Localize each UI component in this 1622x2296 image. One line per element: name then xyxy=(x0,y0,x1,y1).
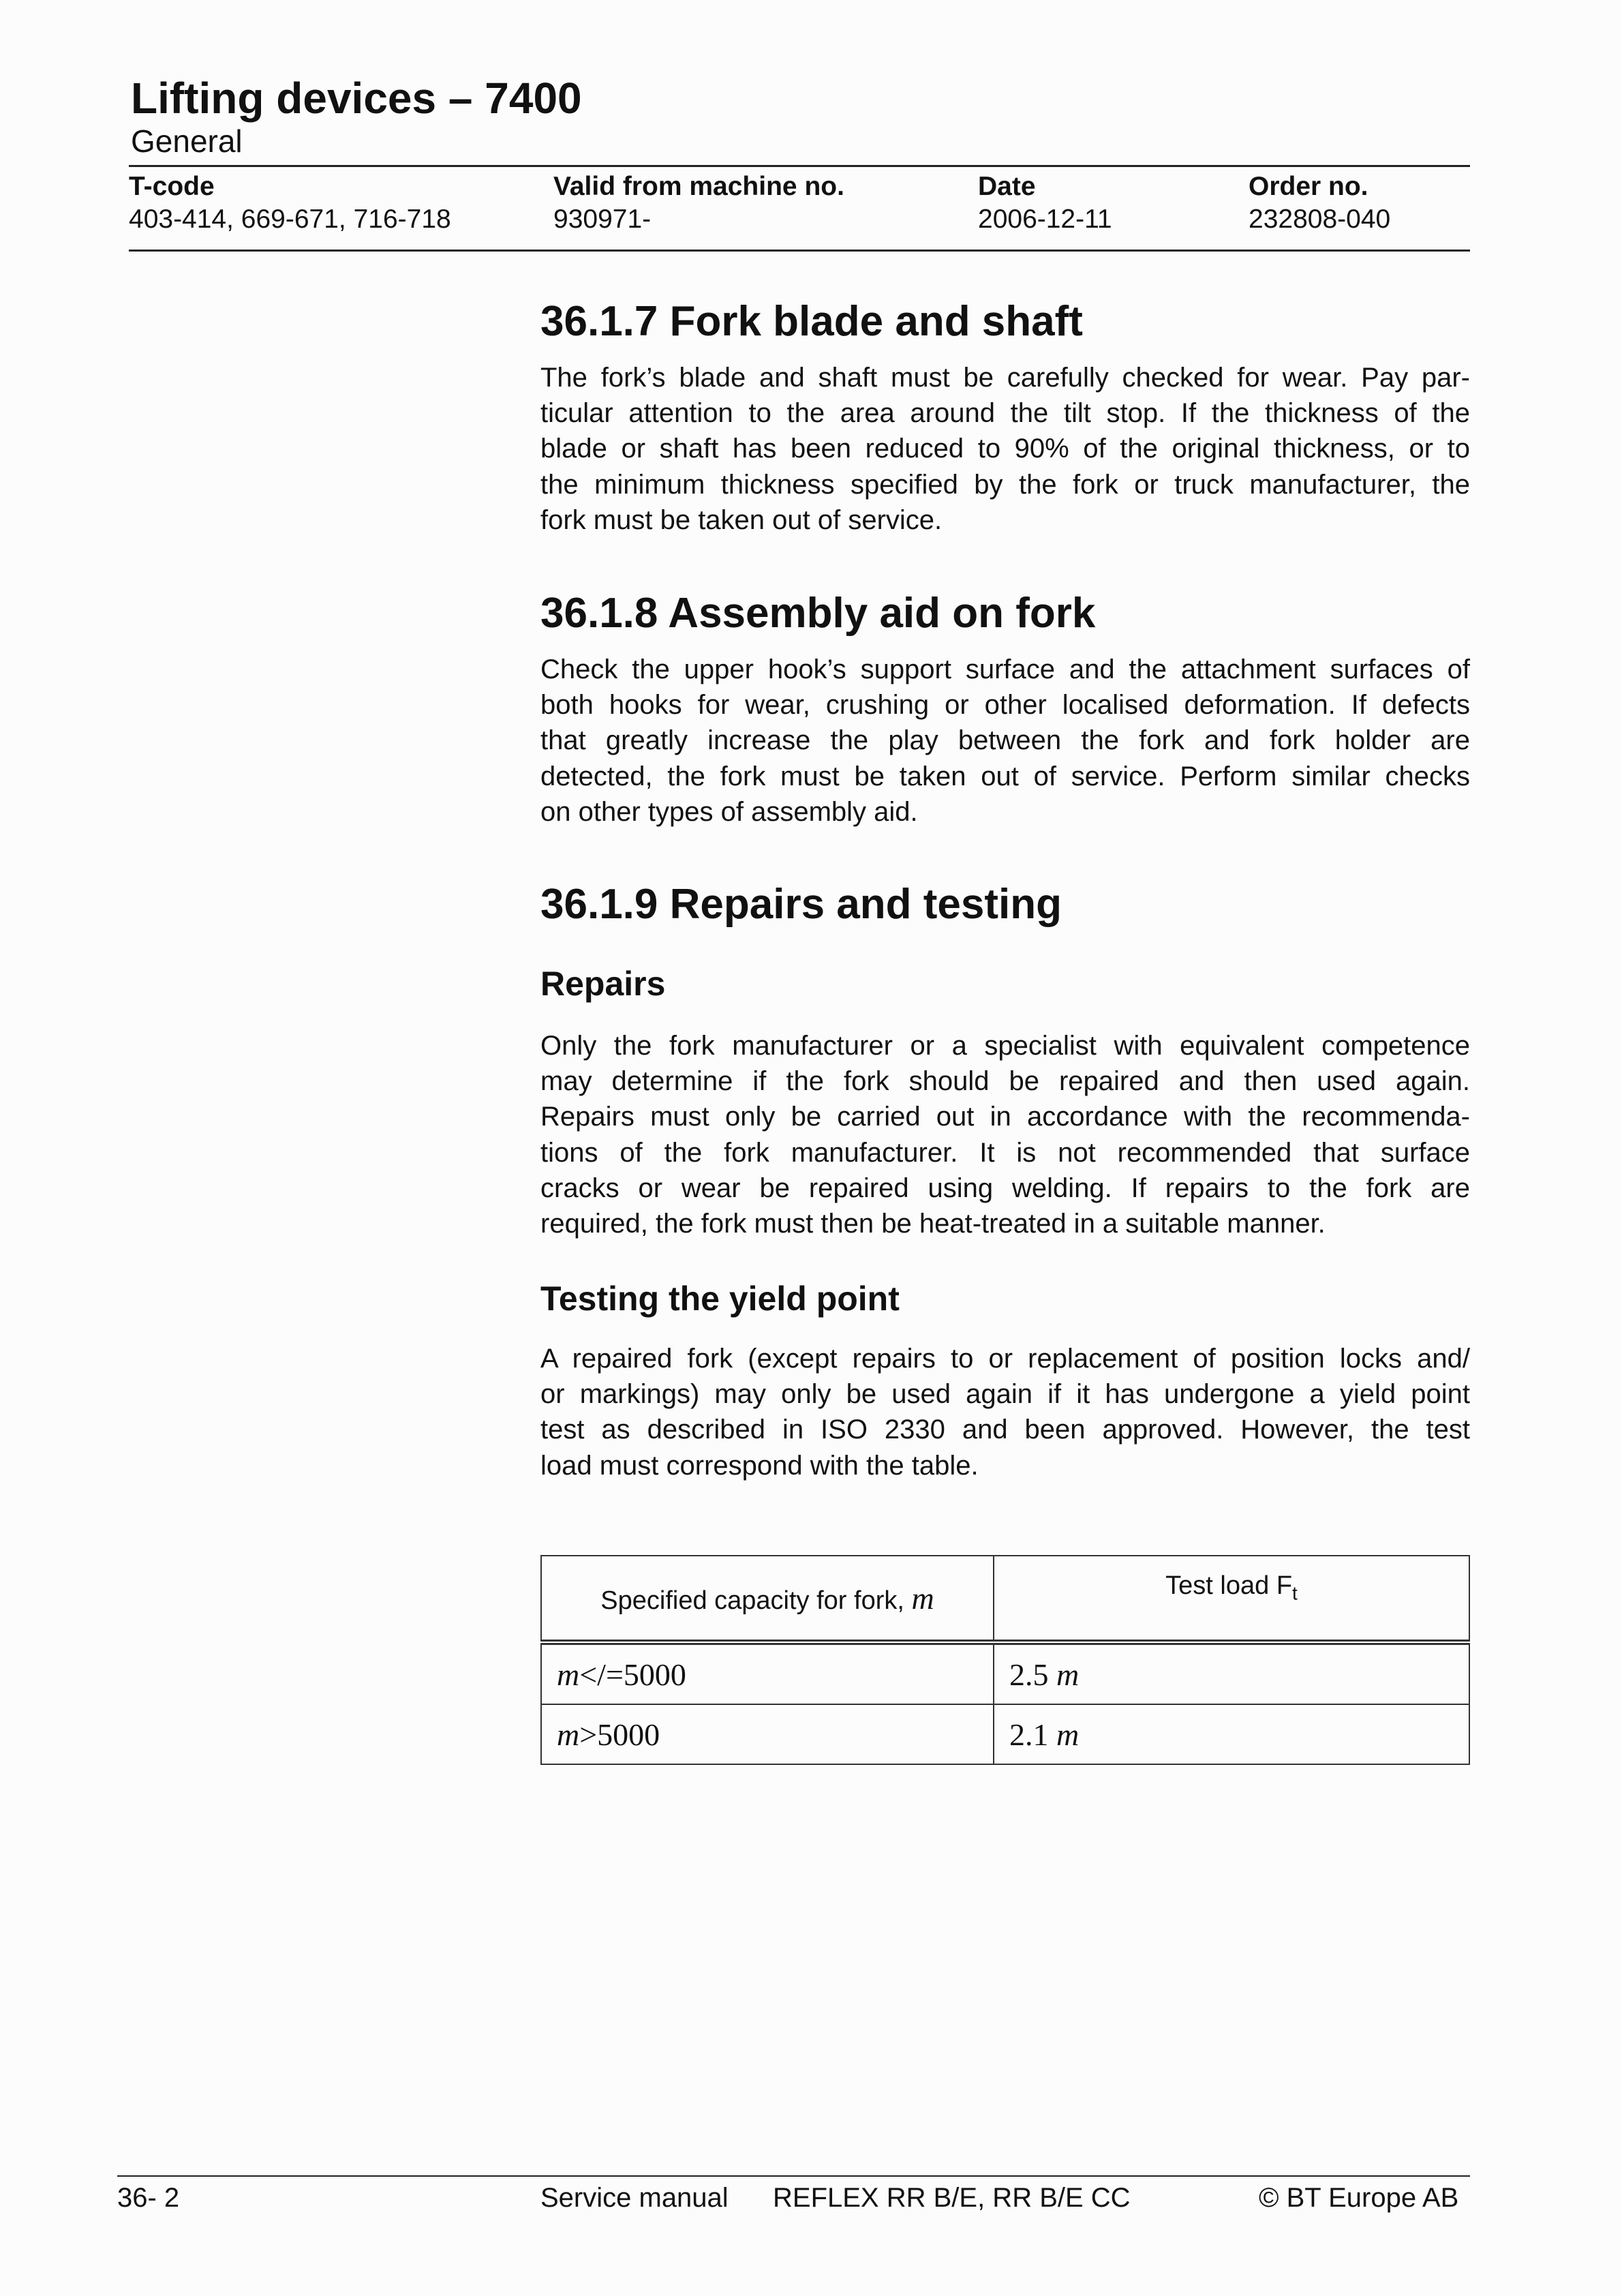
text-line: test as described in ISO 2330 and been approved. However, the test xyxy=(540,1415,1470,1445)
header-capacity-var: m xyxy=(911,1580,934,1616)
header-bottom-rule xyxy=(129,250,1470,252)
cell-var: m xyxy=(557,1657,580,1692)
order-no-value: 232808-040 xyxy=(1249,205,1391,234)
section-heading-fork-blade: 36.1.7 Fork blade and shaft xyxy=(540,298,1083,345)
page-title: Lifting devices – 7400 xyxy=(131,74,582,123)
table-row xyxy=(541,1642,1469,1704)
text-line: A repaired fork (except repairs to or replacement of position locks and/ xyxy=(540,1344,1470,1374)
text-line: load must correspond with the table. xyxy=(540,1450,979,1481)
footer-rule xyxy=(117,2175,1470,2177)
tcode-label: T-code xyxy=(129,172,215,201)
text-line: both hooks for wear, crushing or other localised deformation. If defects xyxy=(540,690,1470,721)
test-load-cell xyxy=(994,1704,1469,1764)
subheading-repairs: Repairs xyxy=(540,965,666,1003)
text-line: Check the upper hook’s support surface and the attachment surfaces of xyxy=(540,654,1470,684)
text-line: Only the fork manufacturer or a specialist with equivalent competence xyxy=(540,1031,1470,1061)
text-line: blade or shaft has been reduced to 90% of the original thickness, or to xyxy=(540,434,1470,464)
cell-factor-var: m xyxy=(1056,1717,1080,1752)
tcode-value: 403-414, 669-671, 716-718 xyxy=(129,205,451,234)
text-line: may determine if the fork should be repaired and then used again. xyxy=(540,1066,1470,1097)
header-test-load xyxy=(994,1556,1469,1642)
section-heading-repairs-testing: 36.1.9 Repairs and testing xyxy=(540,881,1062,928)
footer-doc-type: Service manual xyxy=(540,2183,729,2213)
repairs-paragraph xyxy=(540,1028,1470,1241)
text-line: Repairs must only be carried out in accordance with the recommenda- xyxy=(540,1102,1470,1132)
table-row xyxy=(541,1704,1469,1764)
cell-condition: >5000 xyxy=(579,1717,660,1752)
date-value: 2006-12-11 xyxy=(978,205,1112,234)
header-capacity-text: Specified capacity for fork, xyxy=(600,1586,912,1615)
text-line: fork must be taken out of service. xyxy=(540,504,943,535)
text-line: cracks or wear be repaired using welding. If repairs to the fork are xyxy=(540,1173,1470,1203)
subheading-testing-yield-point: Testing the yield point xyxy=(540,1280,900,1318)
text-line: on other types of assembly aid. xyxy=(540,796,918,827)
capacity-cell xyxy=(541,1642,994,1704)
cell-var: m xyxy=(557,1717,580,1752)
footer-copyright: © BT Europe AB xyxy=(1259,2183,1459,2213)
header-capacity xyxy=(541,1556,994,1642)
cell-condition: </=5000 xyxy=(579,1657,686,1692)
fork-blade-paragraph xyxy=(540,360,1470,538)
assembly-aid-paragraph xyxy=(540,652,1470,830)
valid-from-label: Valid from machine no. xyxy=(553,172,844,201)
footer-page-number: 36- 2 xyxy=(117,2183,180,2213)
cell-factor-var: m xyxy=(1056,1657,1080,1692)
cell-factor: 2.5 xyxy=(1009,1657,1056,1692)
text-line: ticular attention to the area around the tilt stop. If the thickness of the xyxy=(540,398,1470,429)
text-line: required, the fork must then be heat-treated in a suitable manner. xyxy=(540,1209,1326,1239)
cell-factor: 2.1 xyxy=(1009,1717,1056,1752)
text-line: that greatly increase the play between the fork and fork holder are xyxy=(540,725,1470,756)
text-line: tions of the fork manufacturer. It is not recommended that surface xyxy=(540,1137,1470,1168)
date-label: Date xyxy=(978,172,1036,201)
capacity-cell xyxy=(541,1704,994,1764)
text-line: detected, the fork must be taken out of service. Perform similar checks xyxy=(540,761,1470,791)
footer-model: REFLEX RR B/E, RR B/E CC xyxy=(773,2183,1131,2213)
table-header-row xyxy=(541,1556,1469,1642)
order-no-label: Order no. xyxy=(1249,172,1368,201)
test-load-table xyxy=(540,1555,1470,1765)
text-line: the minimum thickness specified by the fork or truck manufacturer, the xyxy=(540,469,1470,500)
testing-paragraph xyxy=(540,1341,1470,1483)
valid-from-value: 930971- xyxy=(553,205,652,234)
header-top-rule xyxy=(129,165,1470,167)
text-line: The fork’s blade and shaft must be carefully checked for wear. Pay par- xyxy=(540,363,1470,393)
text-line: or markings) may only be used again if it has undergone a yield point xyxy=(540,1379,1470,1410)
header-test-load-sub: t xyxy=(1292,1582,1298,1604)
section-heading-assembly-aid: 36.1.8 Assembly aid on fork xyxy=(540,590,1096,637)
test-load-cell xyxy=(994,1642,1469,1704)
page-subtitle: General xyxy=(131,123,243,159)
header-test-load-text: Test load F xyxy=(1165,1571,1293,1600)
